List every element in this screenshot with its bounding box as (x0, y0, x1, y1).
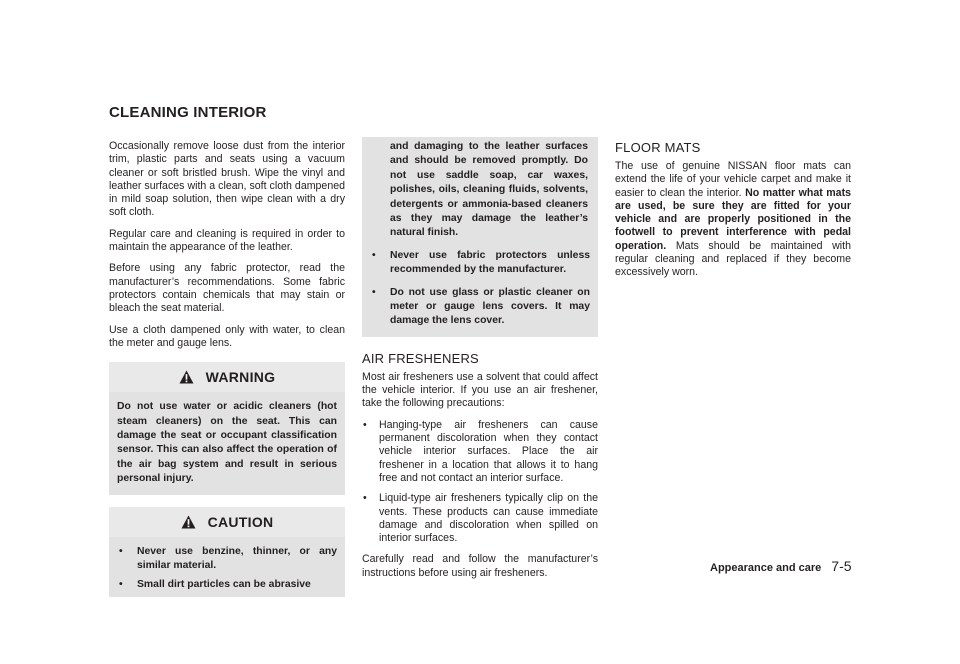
paragraph-leather-care: Regular care and cleaning is required in order to maintain the appearance of the leather. (109, 227, 345, 254)
column-3 (615, 140, 851, 288)
air-fresheners-intro: Most air fresheners use a solvent that could affect the vehicle interior. If you use an air freshener, take the following precautions: (362, 370, 598, 410)
bullet: • (363, 492, 367, 505)
bullet: • (363, 418, 367, 431)
column-1 (109, 140, 345, 597)
page-footer (710, 558, 852, 574)
caution-triangle-icon (181, 515, 196, 529)
paragraph-dust: Occasionally remove loose dust from the interior trim, plastic parts and seats using a vacuum cleaner or soft bristled brush. Wipe the vinyl and leather surfaces with a clean, soft cloth dampened in mild soap solution, then wipe clean with a dry soft cloth. (109, 140, 345, 219)
page-number: 7-5 (831, 558, 852, 574)
warning-box (109, 362, 345, 494)
floor-mats-title: FLOOR MATS (615, 140, 701, 155)
paragraph-meter-lens: Use a cloth dampened only with water, to clean the meter and gauge lens. (109, 323, 345, 349)
paragraph-fabric-protector: Before using any fabric protector, read the manufacturer’s recommendations. Some fabric protectors contain chemicals that may stain or bleach the seat material. (109, 262, 345, 315)
footer-section-name: Appearance and care (710, 562, 822, 574)
caution-box-continued (362, 137, 598, 337)
column-2 (362, 137, 598, 588)
bullet: • (372, 286, 376, 298)
caution-header (109, 507, 345, 537)
warning-triangle-icon (179, 370, 194, 384)
caution-continued-list-wrap (362, 249, 598, 337)
air-fresheners-title: AIR FRESHENERS (362, 350, 479, 366)
caution-box (109, 507, 345, 597)
air-fresheners-outro: Carefully read and follow the manufacturer’s instructions before using air fresheners. (362, 553, 598, 579)
caution-item: • Do not use glass or plastic cleaner on meter or gauge lens covers. It may damage the lens cover. (372, 286, 590, 327)
caution-list (117, 545, 337, 593)
warning-header (109, 362, 345, 392)
caution-item: • Small dirt particles can be abrasive (117, 578, 337, 592)
section-title: CLEANING INTERIOR (109, 104, 267, 121)
warning-text: Do not use water or acidic cleaners (hot steam cleaners) on the seat. This can damage the seat or occupant classification sensor. This can also affect the operation of the air bag system and result in serious personal injury. (117, 401, 337, 485)
caution-body (109, 537, 345, 597)
caution-continued-text: and damaging to the leather surfaces and should be removed promptly. Do not use saddle soap, car waxes, polishes, oils, cleaning fluids, solvents, detergents or ammonia-based cleaners as they may damage the leather’s natural finish. (390, 141, 588, 239)
caution-continued-list (370, 249, 590, 329)
air-freshener-item: • Liquid-type air fresheners typically clip on the vents. These products can cause immediate damage and discoloration when spilled on interior surfaces. (363, 492, 598, 545)
air-fresheners-list (362, 419, 598, 546)
caution-title: CAUTION (207, 513, 274, 530)
bullet: • (372, 249, 376, 261)
floor-mats-emphasis: No matter what mats are used, be sure they are fitted for your vehicle and are properly positioned in the footwell to prevent interference with pedal operation. (615, 186, 851, 252)
warning-title: WARNING (205, 369, 276, 386)
caution-item: • Never use fabric protectors unless recommended by the manufacturer. (372, 249, 590, 276)
floor-mats-text: The use of genuine NISSAN floor mats can extend the life of your vehicle carpet and make it easier to clean the interior. No matter what mats are used, be sure they are fitted for your vehicle and are properly positioned in the footwell to prevent interference with pedal operation. Mats should be maintained with regular cleaning and replaced if they become excessively worn. (615, 160, 851, 279)
air-freshener-item: • Hanging-type air fresheners can cause permanent discoloration when they contact vehicle interior surfaces. Place the air freshener in a location that allows it to hang free and not contact an interior surface. (363, 418, 598, 484)
bullet: • (119, 545, 123, 557)
bullet: • (119, 579, 123, 591)
caution-item: • Never use benzine, thinner, or any similar material. (119, 545, 337, 571)
